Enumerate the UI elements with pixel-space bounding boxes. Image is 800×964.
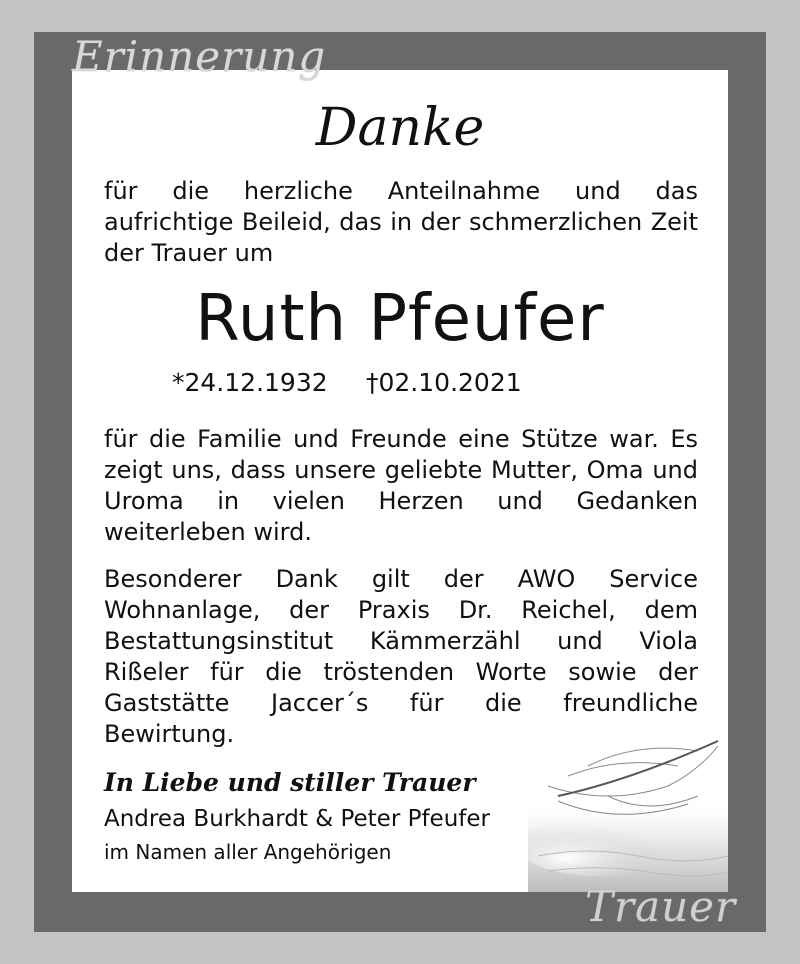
corner-word-top: Erinnerung [72,32,327,81]
birth-date: *24.12.1932 [172,368,328,397]
signers: Andrea Burkhardt & Peter Pfeufer [104,806,490,832]
signers-subline: im Namen aller Angehörigen [104,840,392,864]
notice-title: Danke [315,98,485,158]
paragraph-thanks: Besonderer Dank gilt der AWO Service Wohnanlage, der Praxis Dr. Reichel, dem Bestattungsinstitut Kämmerzähl und Viola Rißeler für die tröstenden Worte sowie der Gaststätte Jaccer´s für die freundliche Bewirtung. [104,565,698,748]
deceased-name: Ruth Pfeufer [195,282,605,356]
death-date: †02.10.2021 [366,368,522,397]
corner-word-bottom: Trauer [585,882,737,931]
paragraph-intro: für die herzliche Anteilnahme und das aufrichtige Beileid, das in der schmerzlichen Zeit der Trauer um [104,177,698,267]
feather-icon [528,726,728,892]
closing-line: In Liebe und stiller Trauer [104,768,476,797]
paragraph-tribute: für die Familie und Freunde eine Stütze war. Es zeigt uns, dass unsere geliebte Mutter, Oma und Uroma in vielen Herzen und Gedanken weiterleben wird. [104,425,698,546]
